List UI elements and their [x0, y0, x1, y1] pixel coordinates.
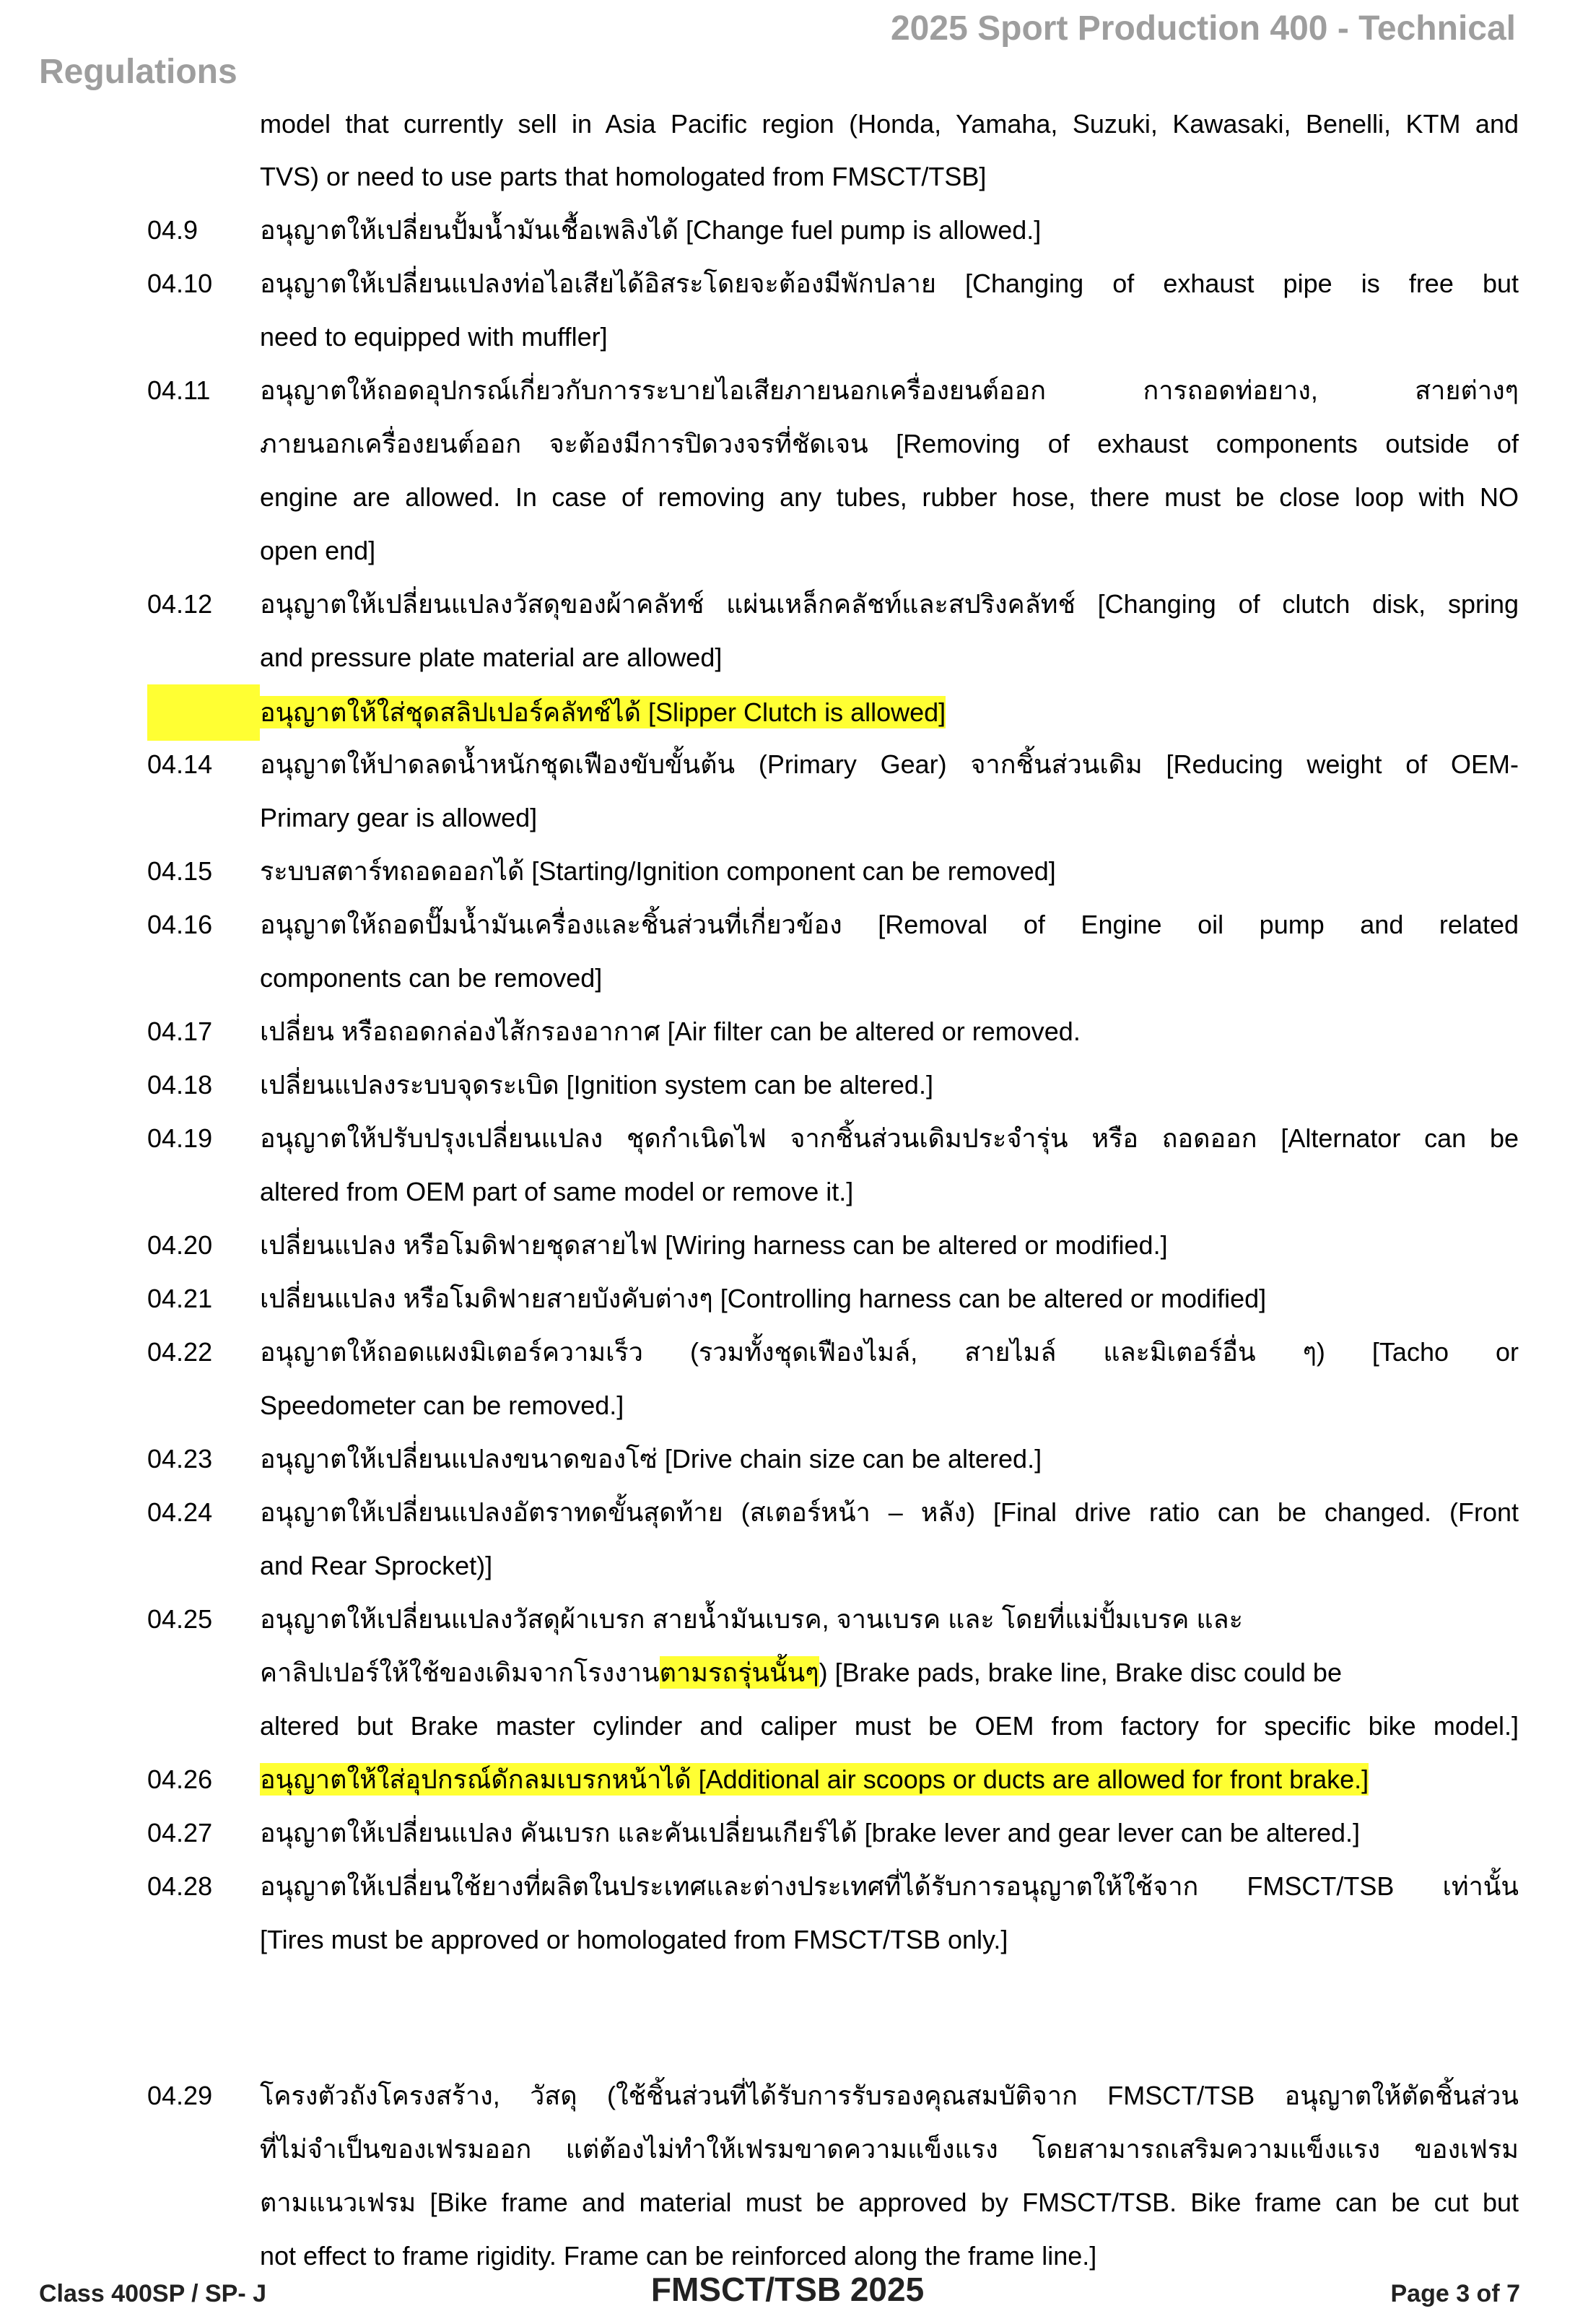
item-text-highlighted: อนุญาตให้ใส่อุปกรณ์ดักลมเบรกหน้าได้ [Additional air scoops or ducts are allowed for front brake.]	[260, 1764, 1369, 1794]
item-text: อนุญาตให้เปลี่ยนแปลงอัตราทดขั้นสุดท้าย (สเตอร์หน้า – หลัง) [Final drive ratio can be changed. (Front	[260, 1497, 1519, 1527]
item-text: ภายนอกเครื่องยนต์ออก จะต้องมีการปิดวงจรที่ชัดเจน [Removing of exhaust components outside of	[260, 429, 1519, 458]
item-text: อนุญาตให้ถอดปั๊มน้ำมันเครื่องและชิ้นส่วนที่เกี่ยวข้อง [Removal of Engine oil pump and related	[260, 910, 1519, 939]
item-text: [Tires must be approved or homologated from FMSCT/TSB only.]	[260, 1925, 1008, 1954]
item-text: อนุญาตให้เปลี่ยนแปลงท่อไอเสียได้อิสระโดยจะต้องมีพักปลาย [Changing of exhaust pipe is free but	[260, 269, 1519, 298]
item-text: Primary gear is allowed]	[260, 803, 538, 832]
item-number: 04.15	[147, 856, 213, 886]
item-text: and Rear Sprocket)]	[260, 1551, 493, 1580]
item-number: 04.21	[147, 1284, 213, 1313]
item-text: ระบบสตาร์ทถอดออกได้ [Starting/Ignition component can be removed]	[260, 856, 1056, 886]
footer-page-number: Page 3 of 7	[1390, 2280, 1520, 2307]
item-number: 04.17	[147, 1017, 213, 1046]
item-number: 04.29	[147, 2081, 213, 2110]
item-number: 04.12	[147, 589, 213, 619]
item-text: อนุญาตให้ถอดแผงมิเตอร์ความเร็ว (รวมทั้งชุดเฟืองไมล์, สายไมล์ และมิเตอร์อื่น ๆ) [Tacho or	[260, 1337, 1519, 1367]
item-text-part: ) [Brake pads, brake line, Brake disc could be	[819, 1658, 1342, 1687]
item-text: โครงตัวถังโครงสร้าง, วัสดุ (ใช้ชิ้นส่วนที่ได้รับการรับรองคุณสมบัติจาก FMSCT/TSB อนุญาตให้ตัดชิ้นส่วน	[260, 2081, 1519, 2110]
item-text: Speedometer can be removed.]	[260, 1391, 624, 1420]
item-number: 04.26	[147, 1764, 213, 1794]
item-text: อนุญาตให้เปลี่ยนแปลงขนาดของโซ่ [Drive chain size can be altered.]	[260, 1444, 1042, 1474]
item-text: and pressure plate material are allowed]	[260, 643, 723, 672]
item-text: altered from OEM part of same model or remove it.]	[260, 1177, 854, 1206]
item-text-part: คาลิปเปอร์ให้ใช้ของเดิมจากโรงงาน	[260, 1658, 660, 1687]
item-text: อนุญาตให้ถอดอุปกรณ์เกี่ยวกับการระบายไอเสียภายนอกเครื่องยนต์ออก การถอดท่อยาง, สายต่างๆ	[260, 375, 1519, 405]
item-text: เปลี่ยนแปลง หรือโมดิฟายชุดสายไฟ [Wiring harness can be altered or modified.]	[260, 1230, 1168, 1260]
item-number: 04.16	[147, 910, 213, 939]
item-text: เปลี่ยนแปลงระบบจุดระเบิด [Ignition system can be altered.]	[260, 1070, 933, 1100]
item-text: อนุญาตให้เปลี่ยนแปลงวัสดุของผ้าคลัทช์ แผ่นเหล็กคลัชท์และสปริงคลัทช์ [Changing of clutch disk, spring	[260, 589, 1519, 619]
header-title-continued: Regulations	[39, 53, 237, 91]
item-highlight-row	[147, 684, 1519, 741]
item-number: 04.9	[147, 215, 198, 245]
item-number: 04.22	[147, 1337, 213, 1367]
item-text: เปลี่ยน หรือถอดกล่องไส้กรองอากาศ [Air filter can be altered or removed.	[260, 1017, 1081, 1046]
item-text: not effect to frame rigidity. Frame can be reinforced along the frame line.]	[260, 2241, 1097, 2271]
item-text: altered but Brake master cylinder and caliper must be OEM from factory for specific bike model.]	[260, 1711, 1519, 1741]
item-text: อนุญาตให้เปลี่ยนแปลงวัสดุผ้าเบรก สายน้ำมันเบรค, จานเบรค และ โดยที่แม่ปั้มเบรค และ	[260, 1604, 1243, 1634]
item-number: 04.25	[147, 1604, 213, 1634]
item-text-mixed	[260, 1646, 1519, 1700]
footer-organization: FMSCT/TSB 2025	[650, 2271, 925, 2308]
item-number: 04.18	[147, 1070, 213, 1100]
item-text: open end]	[260, 536, 376, 565]
item-number: 04.11	[147, 375, 211, 405]
item-number: 04.24	[147, 1497, 213, 1527]
item-number: 04.10	[147, 269, 213, 298]
item-text: อนุญาตให้เปลี่ยนแปลง คันเบรก และคันเปลี่ยนเกียร์ได้ [brake lever and gear lever can be altered.]	[260, 1818, 1361, 1848]
item-text-row	[260, 1753, 1519, 1806]
item-text: เปลี่ยนแปลง หรือโมดิฟายสายบังคับต่างๆ [Controlling harness can be altered or modified]	[260, 1284, 1267, 1313]
intro-line: TVS) or need to use parts that homologated from FMSCT/TSB]	[260, 162, 987, 191]
item-text: ตามแนวเฟรม [Bike frame and material must be approved by FMSCT/TSB. Bike frame can be cut but	[260, 2188, 1519, 2217]
item-number: 04.19	[147, 1123, 213, 1153]
item-text-highlighted-part: ตามรถรุ่นนั้นๆ	[659, 1658, 819, 1687]
item-text: อนุญาตให้ปรับปรุงเปลี่ยนแปลง ชุดกำเนิดไฟ จากชิ้นส่วนเดิมประจำรุ่น หรือ ถอดออก [Alternator can be	[260, 1123, 1519, 1153]
item-number: 04.20	[147, 1230, 213, 1260]
item-text: engine are allowed. In case of removing any tubes, rubber hose, there must be close loop with NO	[260, 482, 1519, 512]
item-text: อนุญาตให้ปาดลดน้ำหนักชุดเฟืองขับขั้นต้น (Primary Gear) จากชิ้นส่วนเดิม [Reducing weight of OEM-	[260, 749, 1519, 779]
item-text: ที่ไม่จำเป็นของเฟรมออก แต่ต้องไม่ทำให้เฟรมขาดความแข็งแรง โดยสามารถเสริมความแข็งแรง ของเฟรม	[260, 2134, 1519, 2164]
header-title: 2025 Sport Production 400 - Technical	[890, 9, 1516, 48]
item-number: 04.23	[147, 1444, 213, 1474]
item-text: อนุญาตให้เปลี่ยนปั้มน้ำมันเชื้อเพลิงได้ [Change fuel pump is allowed.]	[260, 215, 1042, 245]
item-text: components can be removed]	[260, 963, 603, 993]
footer-class-label: Class 400SP / SP- J	[39, 2280, 267, 2307]
item-text-highlighted: อนุญาตให้ใส่ชุดสลิปเปอร์คลัทช์ได้ [Slipper Clutch is allowed]	[260, 697, 946, 727]
item-number: 04.28	[147, 1871, 213, 1901]
item-text: need to equipped with muffler]	[260, 322, 608, 352]
item-text: อนุญาตให้เปลี่ยนใช้ยางที่ผลิตในประเทศและต่างประเทศที่ได้รับการอนุญาตให้ใช้จาก FMSCT/TSB เท่านั้น	[260, 1871, 1519, 1901]
intro-line: model that currently sell in Asia Pacific region (Honda, Yamaha, Suzuki, Kawasaki, Benelli, KTM and	[260, 109, 1519, 139]
item-number: 04.27	[147, 1818, 213, 1848]
item-number: 04.14	[147, 749, 213, 779]
